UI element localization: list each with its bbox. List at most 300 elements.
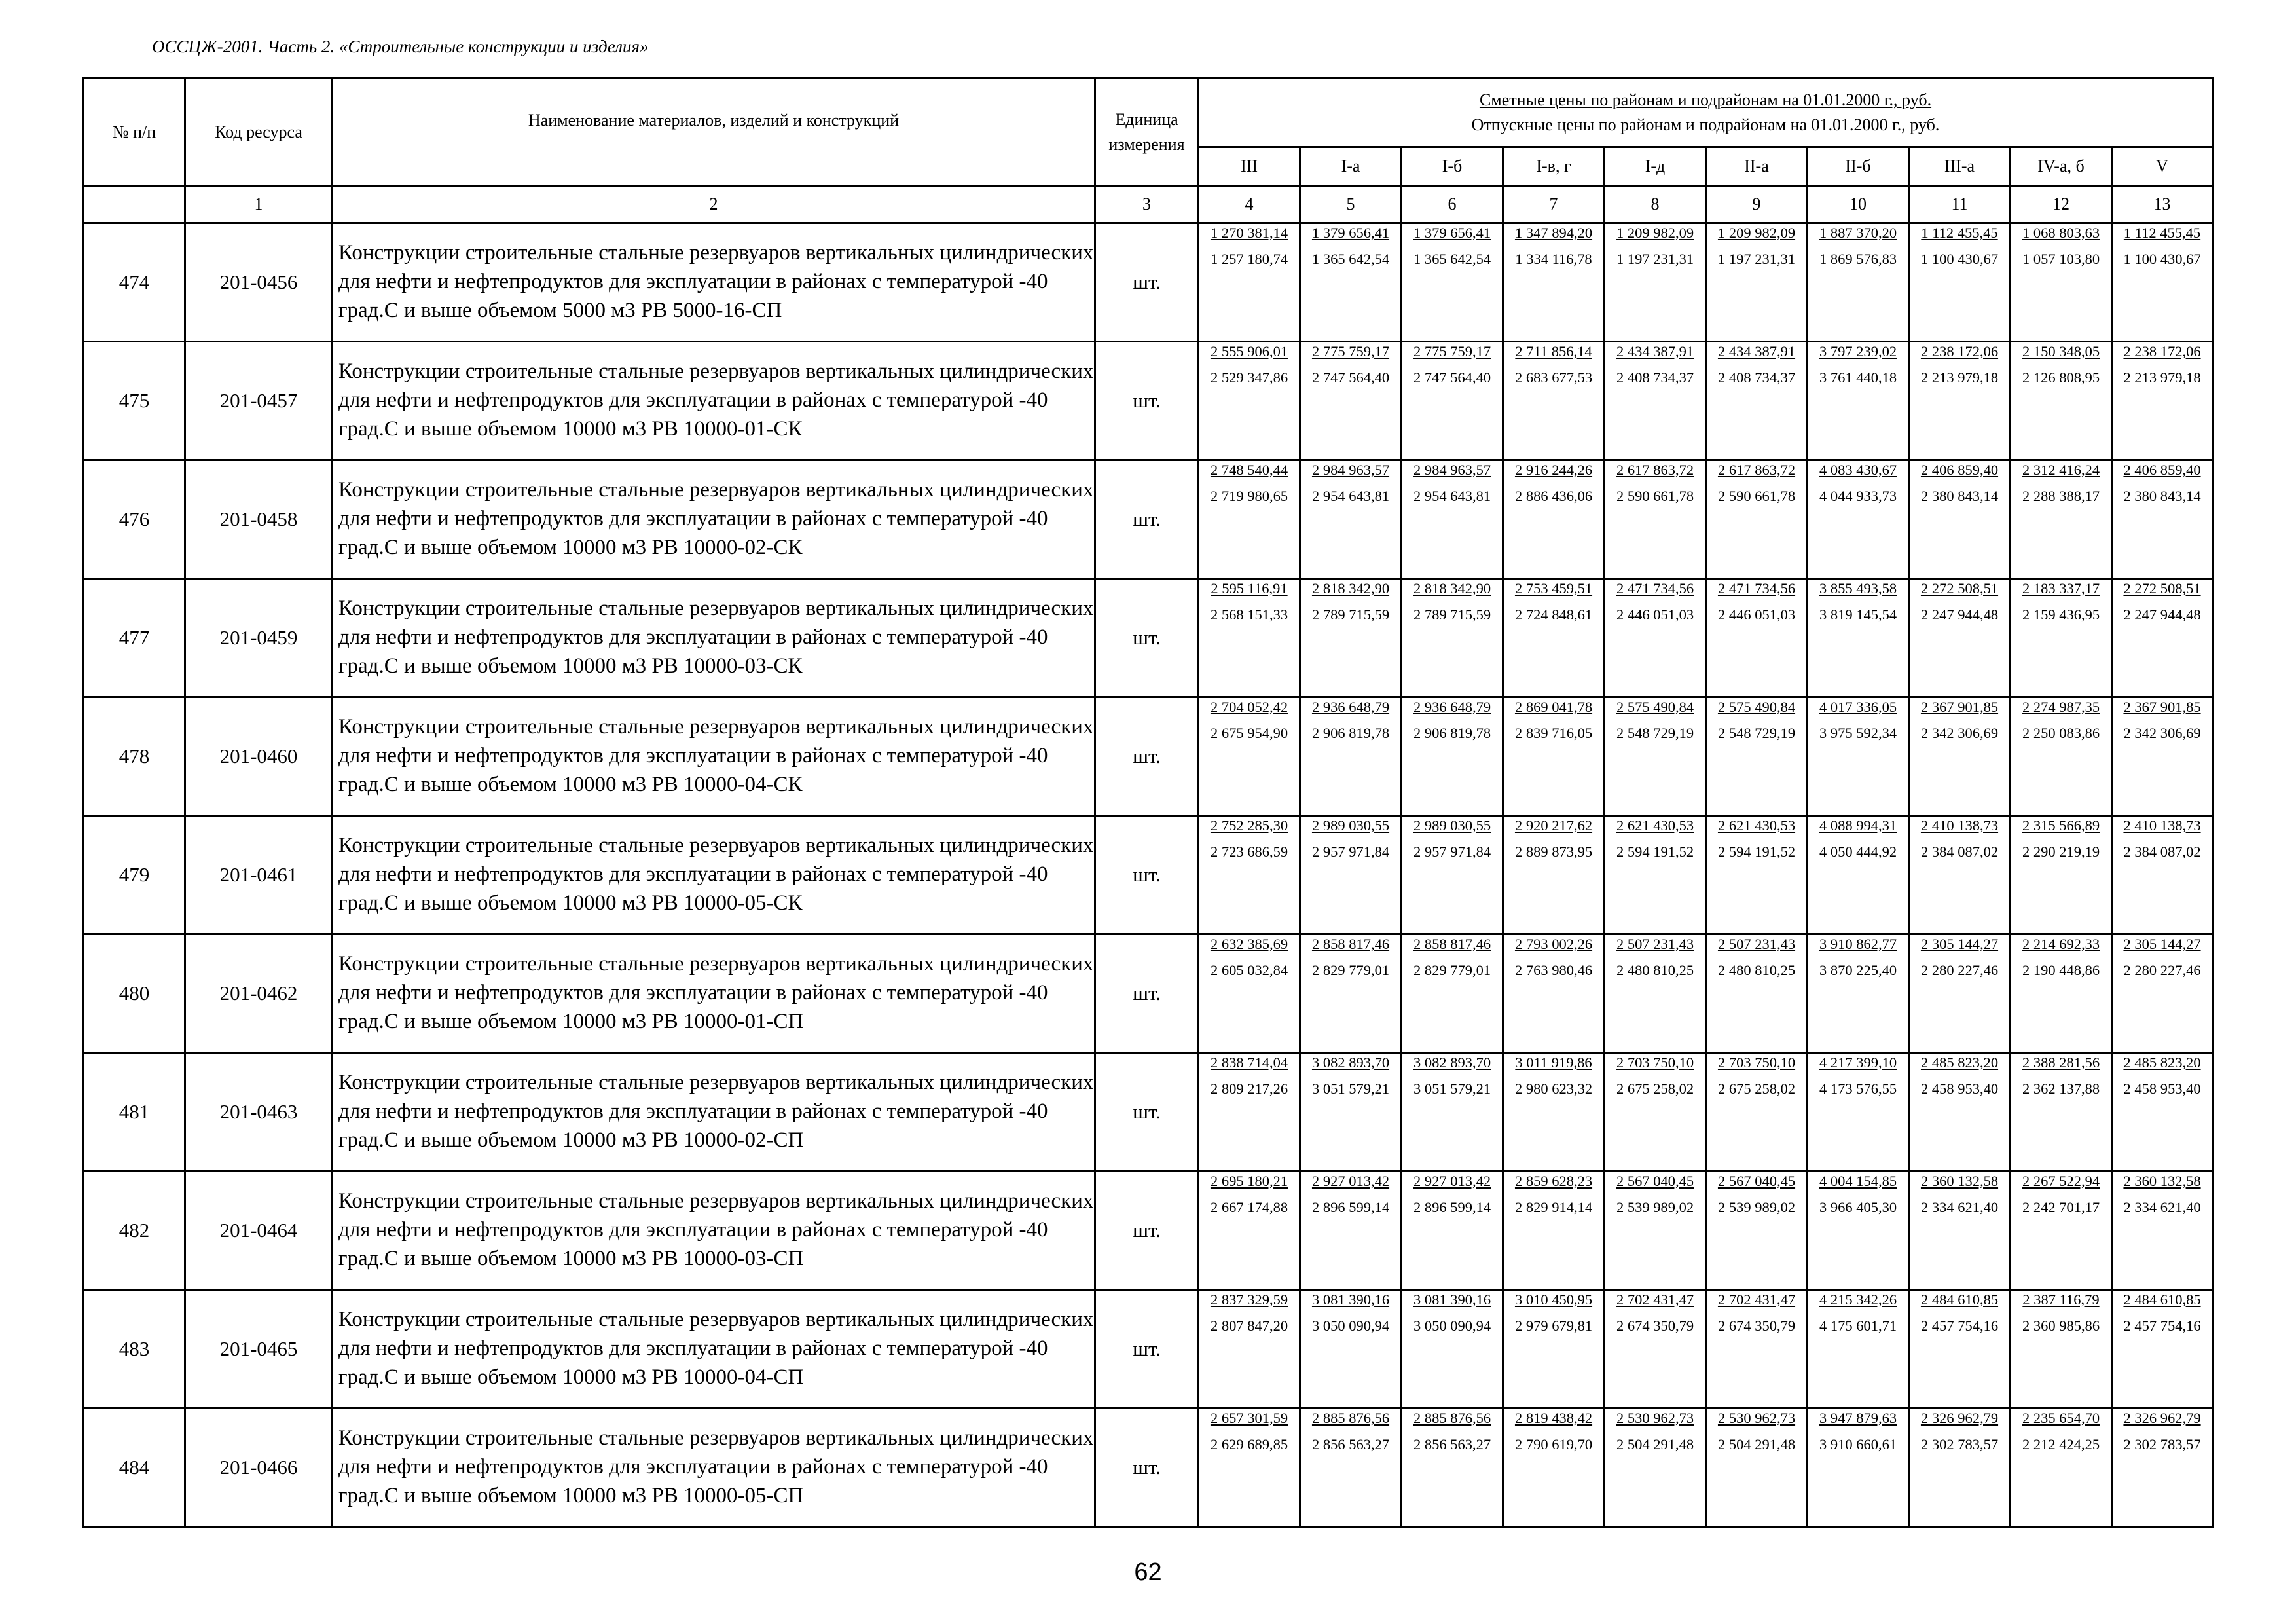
- price-cell: [2112, 1053, 2213, 1172]
- price-cell: [2112, 934, 2213, 1053]
- column-number: 12: [2011, 186, 2112, 223]
- release-price: 2 380 843,14: [2123, 488, 2201, 504]
- row-number: 481: [84, 1053, 185, 1172]
- estimate-price: 2 989 030,55: [1311, 817, 1390, 834]
- unit-of-measure: шт.: [1095, 1172, 1199, 1290]
- price-cell: [2112, 1290, 2213, 1409]
- release-price: 2 408 734,37: [1616, 369, 1694, 386]
- release-price: 1 365 642,54: [1413, 251, 1491, 267]
- estimate-price: 2 214 692,33: [2022, 936, 2100, 952]
- price-cell: [1199, 934, 1300, 1053]
- release-price: 3 050 090,94: [1413, 1318, 1491, 1334]
- estimate-price: 2 858 817,46: [1413, 936, 1491, 952]
- release-price: 2 190 448,86: [2022, 962, 2100, 978]
- estimate-price: 2 410 138,73: [2123, 817, 2201, 834]
- release-price: 2 957 971,84: [1311, 843, 1390, 860]
- region-header: I-а: [1300, 147, 1402, 186]
- price-cell: [2011, 1290, 2112, 1409]
- header-num: № п/п: [84, 79, 185, 186]
- price-cell: [1300, 579, 1402, 697]
- price-table: [82, 77, 2214, 1528]
- price-cell: [2112, 816, 2213, 934]
- price-cell: [1402, 1172, 1503, 1290]
- release-price: 2 342 306,69: [1920, 725, 1999, 741]
- price-cell: [1503, 1172, 1605, 1290]
- table-row: [84, 697, 2213, 816]
- price-cell: [1503, 1053, 1605, 1172]
- release-price: 2 674 350,79: [1616, 1318, 1694, 1334]
- estimate-price: 2 920 217,62: [1514, 817, 1593, 834]
- price-cell: [1402, 697, 1503, 816]
- estimate-price: 2 657 301,59: [1210, 1410, 1288, 1426]
- header-price-estimate: Сметные цены по районам и подрайонам на 01.01.2000 г., руб.: [1479, 90, 1932, 110]
- column-number: 5: [1300, 186, 1402, 223]
- release-price: 2 457 754,16: [1920, 1318, 1999, 1334]
- release-price: 1 869 576,83: [1819, 251, 1897, 267]
- price-cell: [1402, 579, 1503, 697]
- estimate-price: 2 360 132,58: [1920, 1173, 1999, 1189]
- release-price: 4 173 576,55: [1819, 1080, 1897, 1097]
- table-row: [84, 342, 2213, 460]
- price-cell: [2011, 342, 2112, 460]
- estimate-price: 2 360 132,58: [2123, 1173, 2201, 1189]
- release-price: 2 954 643,81: [1413, 488, 1491, 504]
- price-cell: [1402, 934, 1503, 1053]
- price-cell: [1808, 934, 1909, 1053]
- price-cell: [1909, 816, 2011, 934]
- material-name: Конструкции строительные стальные резервуаров вертикальных цилиндрических для нефти и нефтепродуктов для эксплуатации в районах с температурой -40 град.С и выше объемом 10000 м3 РВ 10000-05-СП: [333, 1409, 1095, 1527]
- estimate-price: 2 367 901,85: [1920, 699, 1999, 715]
- price-cell: [1706, 816, 1808, 934]
- price-cell: [1300, 223, 1402, 342]
- release-price: 2 446 051,03: [1717, 606, 1796, 623]
- estimate-price: 4 088 994,31: [1819, 817, 1897, 834]
- estimate-price: 4 217 399,10: [1819, 1054, 1897, 1071]
- estimate-price: 2 575 490,84: [1717, 699, 1796, 715]
- unit-of-measure: шт.: [1095, 1409, 1199, 1527]
- estimate-price: 2 989 030,55: [1413, 817, 1491, 834]
- estimate-price: 2 632 385,69: [1210, 936, 1288, 952]
- estimate-price: 2 235 654,70: [2022, 1410, 2100, 1426]
- column-number: 13: [2112, 186, 2213, 223]
- table-row: [84, 1172, 2213, 1290]
- price-cell: [2011, 697, 2112, 816]
- column-number: 6: [1402, 186, 1503, 223]
- estimate-price: 2 575 490,84: [1616, 699, 1694, 715]
- release-price: 1 257 180,74: [1210, 251, 1288, 267]
- estimate-price: 4 215 342,26: [1819, 1291, 1897, 1308]
- page-number: 62: [1134, 1559, 1162, 1586]
- release-price: 2 856 563,27: [1311, 1436, 1390, 1452]
- row-number: 475: [84, 342, 185, 460]
- material-name: Конструкции строительные стальные резервуаров вертикальных цилиндрических для нефти и нефтепродуктов для эксплуатации в районах с температурой -40 град.С и выше объемом 10000 м3 РВ 10000-02-СК: [333, 460, 1095, 579]
- price-cell: [2011, 1409, 2112, 1527]
- price-cell: [1402, 342, 1503, 460]
- estimate-price: 2 621 430,53: [1616, 817, 1694, 834]
- release-price: 3 966 405,30: [1819, 1199, 1897, 1215]
- price-cell: [1909, 1290, 2011, 1409]
- price-cell: [2112, 697, 2213, 816]
- estimate-price: 2 621 430,53: [1717, 817, 1796, 834]
- estimate-price: 2 702 431,47: [1616, 1291, 1694, 1308]
- release-price: 2 446 051,03: [1616, 606, 1694, 623]
- release-price: 2 629 689,85: [1210, 1436, 1288, 1452]
- row-number: 484: [84, 1409, 185, 1527]
- price-cell: [1808, 223, 1909, 342]
- release-price: 2 747 564,40: [1413, 369, 1491, 386]
- resource-code: 201-0456: [185, 223, 333, 342]
- release-price: 2 480 810,25: [1616, 962, 1694, 978]
- release-price: 1 100 430,67: [1920, 251, 1999, 267]
- release-price: 2 288 388,17: [2022, 488, 2100, 504]
- row-number: 483: [84, 1290, 185, 1409]
- row-number: 482: [84, 1172, 185, 1290]
- price-cell: [1808, 1290, 1909, 1409]
- estimate-price: 1 112 455,45: [1921, 225, 1998, 241]
- price-cell: [1605, 223, 1706, 342]
- release-price: 2 126 808,95: [2022, 369, 2100, 386]
- resource-code: 201-0465: [185, 1290, 333, 1409]
- table-row: [84, 1290, 2213, 1409]
- estimate-price: 2 150 348,05: [2022, 343, 2100, 360]
- price-cell: [1402, 223, 1503, 342]
- running-head: ОССЦЖ-2001. Часть 2. «Строительные конструкции и изделия»: [152, 37, 649, 56]
- estimate-price: 2 388 281,56: [2022, 1054, 2100, 1071]
- estimate-price: 2 927 013,42: [1311, 1173, 1390, 1189]
- price-cell: [1706, 460, 1808, 579]
- estimate-price: 2 267 522,94: [2022, 1173, 2100, 1189]
- unit-of-measure: шт.: [1095, 342, 1199, 460]
- column-number: 1: [185, 186, 333, 223]
- estimate-price: 3 081 390,16: [1311, 1291, 1390, 1308]
- release-price: 2 334 621,40: [1920, 1199, 1999, 1215]
- price-cell: [2112, 579, 2213, 697]
- table-row: [84, 816, 2213, 934]
- estimate-price: 2 885 876,56: [1413, 1410, 1491, 1426]
- release-price: 2 480 810,25: [1717, 962, 1796, 978]
- price-cell: [1909, 697, 2011, 816]
- release-price: 2 159 436,95: [2022, 606, 2100, 623]
- estimate-price: 1 209 982,09: [1616, 225, 1694, 241]
- estimate-price: 2 434 387,91: [1717, 343, 1796, 360]
- price-cell: [2011, 1172, 2112, 1290]
- estimate-price: 2 753 459,51: [1514, 580, 1593, 597]
- price-cell: [1503, 816, 1605, 934]
- estimate-price: 2 507 231,43: [1616, 936, 1694, 952]
- row-number: 474: [84, 223, 185, 342]
- price-cell: [1706, 342, 1808, 460]
- price-cell: [1909, 342, 2011, 460]
- header-code: Код ресурса: [185, 79, 333, 186]
- release-price: 3 051 579,21: [1413, 1080, 1491, 1097]
- resource-code: 201-0458: [185, 460, 333, 579]
- material-name: Конструкции строительные стальные резервуаров вертикальных цилиндрических для нефти и нефтепродуктов для эксплуатации в районах с температурой -40 град.С и выше объемом 10000 м3 РВ 10000-03-СК: [333, 579, 1095, 697]
- estimate-price: 2 406 859,40: [1920, 462, 1999, 478]
- release-price: 2 384 087,02: [2123, 843, 2201, 860]
- release-price: 2 548 729,19: [1616, 725, 1694, 741]
- release-price: 2 675 954,90: [1210, 725, 1288, 741]
- release-price: 2 763 980,46: [1514, 962, 1593, 978]
- release-price: 2 360 985,86: [2022, 1318, 2100, 1334]
- price-cell: [1706, 1290, 1808, 1409]
- estimate-price: 2 484 610,85: [2123, 1291, 2201, 1308]
- price-cell: [2112, 1172, 2213, 1290]
- column-number: 2: [333, 186, 1095, 223]
- price-cell: [1503, 934, 1605, 1053]
- price-cell: [1909, 1053, 2011, 1172]
- release-price: 2 807 847,20: [1210, 1318, 1288, 1334]
- price-cell: [1605, 1290, 1706, 1409]
- release-price: 2 829 779,01: [1413, 962, 1491, 978]
- release-price: 2 247 944,48: [2123, 606, 2201, 623]
- price-cell: [2011, 223, 2112, 342]
- table-row: [84, 934, 2213, 1053]
- release-price: 2 979 679,81: [1514, 1318, 1593, 1334]
- release-price: 2 302 783,57: [2123, 1436, 2201, 1452]
- price-cell: [2011, 1053, 2112, 1172]
- release-price: 2 280 227,46: [1920, 962, 1999, 978]
- price-cell: [1909, 934, 2011, 1053]
- release-price: 2 504 291,48: [1616, 1436, 1694, 1452]
- region-header: I-в, г: [1503, 147, 1605, 186]
- release-price: 2 247 944,48: [1920, 606, 1999, 623]
- estimate-price: 2 869 041,78: [1514, 699, 1593, 715]
- unit-of-measure: шт.: [1095, 223, 1199, 342]
- estimate-price: 2 485 823,20: [2123, 1054, 2201, 1071]
- estimate-price: 2 617 863,72: [1616, 462, 1694, 478]
- estimate-price: 4 017 336,05: [1819, 699, 1897, 715]
- price-cell: [1808, 1053, 1909, 1172]
- release-price: 2 856 563,27: [1413, 1436, 1491, 1452]
- estimate-price: 2 406 859,40: [2123, 462, 2201, 478]
- estimate-price: 3 910 862,77: [1819, 936, 1897, 952]
- material-name: Конструкции строительные стальные резервуаров вертикальных цилиндрических для нефти и нефтепродуктов для эксплуатации в районах с температурой -40 град.С и выше объемом 10000 м3 РВ 10000-05-СК: [333, 816, 1095, 934]
- price-cell: [1808, 1409, 1909, 1527]
- price-cell: [1199, 460, 1300, 579]
- release-price: 2 896 599,14: [1413, 1199, 1491, 1215]
- material-name: Конструкции строительные стальные резервуаров вертикальных цилиндрических для нефти и нефтепродуктов для эксплуатации в районах с температурой -40 град.С и выше объемом 10000 м3 РВ 10000-01-СК: [333, 342, 1095, 460]
- row-number: 478: [84, 697, 185, 816]
- price-cell: [2112, 1409, 2213, 1527]
- column-number-row: [84, 186, 2213, 223]
- estimate-price: 1 379 656,41: [1311, 225, 1390, 241]
- release-price: 2 674 350,79: [1717, 1318, 1796, 1334]
- price-cell: [1605, 816, 1706, 934]
- release-price: 2 458 953,40: [2123, 1080, 2201, 1097]
- price-cell: [1808, 342, 1909, 460]
- material-name: Конструкции строительные стальные резервуаров вертикальных цилиндрических для нефти и нефтепродуктов для эксплуатации в районах с температурой -40 град.С и выше объемом 10000 м3 РВ 10000-01-СП: [333, 934, 1095, 1053]
- unit-of-measure: шт.: [1095, 1290, 1199, 1409]
- release-price: 2 342 306,69: [2123, 725, 2201, 741]
- estimate-price: 2 793 002,26: [1514, 936, 1593, 952]
- release-price: 2 250 083,86: [2022, 725, 2100, 741]
- row-number: 476: [84, 460, 185, 579]
- estimate-price: 3 081 390,16: [1413, 1291, 1491, 1308]
- price-cell: [1706, 697, 1808, 816]
- estimate-price: 3 947 879,63: [1819, 1410, 1897, 1426]
- price-cell: [1199, 1053, 1300, 1172]
- release-price: 2 829 779,01: [1311, 962, 1390, 978]
- estimate-price: 2 567 040,45: [1616, 1173, 1694, 1189]
- release-price: 2 719 980,65: [1210, 488, 1288, 504]
- release-price: 2 408 734,37: [1717, 369, 1796, 386]
- price-cell: [1503, 1409, 1605, 1527]
- price-cell: [1300, 1053, 1402, 1172]
- estimate-price: 1 209 982,09: [1717, 225, 1796, 241]
- price-cell: [1706, 1172, 1808, 1290]
- price-cell: [1199, 816, 1300, 934]
- estimate-price: 2 702 431,47: [1717, 1291, 1796, 1308]
- estimate-price: 2 238 172,06: [1920, 343, 1999, 360]
- release-price: 2 504 291,48: [1717, 1436, 1796, 1452]
- release-price: 2 886 436,06: [1514, 488, 1593, 504]
- estimate-price: 2 859 628,23: [1514, 1173, 1593, 1189]
- price-cell: [1605, 934, 1706, 1053]
- release-price: 2 590 661,78: [1717, 488, 1796, 504]
- price-cell: [1706, 1053, 1808, 1172]
- estimate-price: 2 272 508,51: [2123, 580, 2201, 597]
- estimate-price: 3 855 493,58: [1819, 580, 1897, 597]
- estimate-price: 2 485 823,20: [1920, 1054, 1999, 1071]
- price-cell: [1300, 1290, 1402, 1409]
- header-name: Наименование материалов, изделий и конструкций: [333, 79, 1095, 186]
- price-cell: [1909, 579, 2011, 697]
- resource-code: 201-0460: [185, 697, 333, 816]
- release-price: 2 590 661,78: [1616, 488, 1694, 504]
- release-price: 2 548 729,19: [1717, 725, 1796, 741]
- estimate-price: 2 984 963,57: [1311, 462, 1390, 478]
- price-cell: [1605, 342, 1706, 460]
- estimate-price: 2 927 013,42: [1413, 1173, 1491, 1189]
- price-cell: [1909, 223, 2011, 342]
- price-cell: [2011, 460, 2112, 579]
- estimate-price: 2 530 962,73: [1616, 1410, 1694, 1426]
- estimate-price: 2 326 962,79: [2123, 1410, 2201, 1426]
- price-cell: [1503, 697, 1605, 816]
- estimate-price: 2 507 231,43: [1717, 936, 1796, 952]
- resource-code: 201-0463: [185, 1053, 333, 1172]
- resource-code: 201-0464: [185, 1172, 333, 1290]
- estimate-price: 1 347 894,20: [1514, 225, 1593, 241]
- estimate-price: 2 434 387,91: [1616, 343, 1694, 360]
- row-number: 477: [84, 579, 185, 697]
- release-price: 2 539 989,02: [1616, 1199, 1694, 1215]
- price-cell: [1808, 816, 1909, 934]
- estimate-price: 2 984 963,57: [1413, 462, 1491, 478]
- estimate-price: 4 083 430,67: [1819, 462, 1897, 478]
- header-prices: [1199, 79, 2213, 147]
- release-price: 3 910 660,61: [1819, 1436, 1897, 1452]
- price-cell: [1706, 1409, 1808, 1527]
- estimate-price: 2 387 116,79: [2022, 1291, 2100, 1308]
- table-body: [84, 223, 2213, 1527]
- estimate-price: 2 471 734,56: [1717, 580, 1796, 597]
- release-price: 3 819 145,54: [1819, 606, 1897, 623]
- release-price: 2 529 347,86: [1210, 369, 1288, 386]
- resource-code: 201-0466: [185, 1409, 333, 1527]
- estimate-price: 2 936 648,79: [1413, 699, 1491, 715]
- release-price: 1 197 231,31: [1616, 251, 1694, 267]
- release-price: 2 957 971,84: [1413, 843, 1491, 860]
- region-header: II-а: [1706, 147, 1808, 186]
- price-cell: [1808, 460, 1909, 579]
- region-header: I-д: [1605, 147, 1706, 186]
- estimate-price: 2 595 116,91: [1211, 580, 1288, 597]
- release-price: 3 761 440,18: [1819, 369, 1897, 386]
- estimate-price: 2 530 962,73: [1717, 1410, 1796, 1426]
- estimate-price: 1 068 803,63: [2022, 225, 2100, 241]
- release-price: 3 870 225,40: [1819, 962, 1897, 978]
- release-price: 4 050 444,92: [1819, 843, 1897, 860]
- price-cell: [1402, 460, 1503, 579]
- region-header: III: [1199, 147, 1300, 186]
- row-number: 479: [84, 816, 185, 934]
- column-number: 7: [1503, 186, 1605, 223]
- release-price: 1 197 231,31: [1717, 251, 1796, 267]
- estimate-price: 2 748 540,44: [1210, 462, 1288, 478]
- price-cell: [1199, 1409, 1300, 1527]
- header-unit: Единица измерения: [1095, 79, 1199, 186]
- price-cell: [2011, 934, 2112, 1053]
- estimate-price: 2 818 342,90: [1413, 580, 1491, 597]
- price-cell: [1503, 1290, 1605, 1409]
- table-row: [84, 223, 2213, 342]
- region-header: IV-а, б: [2011, 147, 2112, 186]
- price-cell: [1300, 342, 1402, 460]
- table-row: [84, 1053, 2213, 1172]
- release-price: 2 334 621,40: [2123, 1199, 2201, 1215]
- estimate-price: 2 183 337,17: [2022, 580, 2100, 597]
- release-price: 4 175 601,71: [1819, 1318, 1897, 1334]
- release-price: 2 896 599,14: [1311, 1199, 1390, 1215]
- release-price: 2 568 151,33: [1210, 606, 1288, 623]
- price-cell: [1300, 934, 1402, 1053]
- estimate-price: 2 238 172,06: [2123, 343, 2201, 360]
- price-cell: [1605, 579, 1706, 697]
- release-price: 1 057 103,80: [2022, 251, 2100, 267]
- region-header: V: [2112, 147, 2213, 186]
- estimate-price: 3 797 239,02: [1819, 343, 1897, 360]
- release-price: 2 380 843,14: [1920, 488, 1999, 504]
- release-price: 2 457 754,16: [2123, 1318, 2201, 1334]
- estimate-price: 2 274 987,35: [2022, 699, 2100, 715]
- price-cell: [1300, 816, 1402, 934]
- estimate-price: 3 082 893,70: [1311, 1054, 1390, 1071]
- price-cell: [1199, 1290, 1300, 1409]
- release-price: 2 675 258,02: [1717, 1080, 1796, 1097]
- column-number: 11: [1909, 186, 2011, 223]
- region-header: III-а: [1909, 147, 2011, 186]
- release-price: 2 213 979,18: [2123, 369, 2201, 386]
- price-cell: [1706, 223, 1808, 342]
- price-cell: [1909, 1172, 2011, 1290]
- estimate-price: 1 112 455,45: [2123, 225, 2201, 241]
- release-price: 2 889 873,95: [1514, 843, 1593, 860]
- release-price: 2 605 032,84: [1210, 962, 1288, 978]
- material-name: Конструкции строительные стальные резервуаров вертикальных цилиндрических для нефти и нефтепродуктов для эксплуатации в районах с температурой -40 град.С и выше объемом 5000 м3 РВ 5000-16-СП: [333, 223, 1095, 342]
- price-cell: [1605, 1053, 1706, 1172]
- release-price: 2 980 623,32: [1514, 1080, 1593, 1097]
- price-cell: [1706, 579, 1808, 697]
- estimate-price: 2 305 144,27: [1920, 936, 1999, 952]
- price-cell: [1808, 579, 1909, 697]
- unit-of-measure: шт.: [1095, 460, 1199, 579]
- price-cell: [1300, 697, 1402, 816]
- estimate-price: 4 004 154,85: [1819, 1173, 1897, 1189]
- price-cell: [1605, 1172, 1706, 1290]
- unit-of-measure: шт.: [1095, 934, 1199, 1053]
- price-cell: [2112, 342, 2213, 460]
